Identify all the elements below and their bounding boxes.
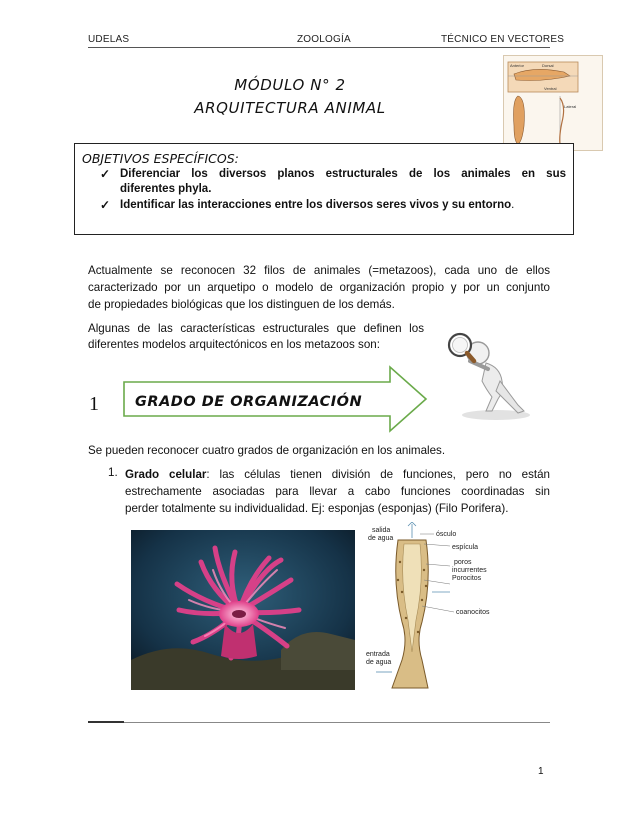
objective-2: Identificar las interacciones entre los diversos seres vivos y su entorno. [120, 199, 515, 211]
sponge-label-salida-2: de agua [368, 535, 394, 542]
paragraph-1-line-2: caracterizado por un arquetipo o modelo de organización propio y por un conjunto [88, 281, 550, 294]
sponge-label-espicula: espícula [452, 544, 479, 551]
section-title: GRADO DE ORGANIZACIÓN [135, 394, 363, 410]
sponge-label-salida-1: salida [372, 527, 391, 534]
thumb-label-lateral: Lateral [564, 104, 577, 109]
thumb-label-dorsal: Dorsal [542, 63, 554, 68]
sponge-label-osculo: ósculo [436, 531, 457, 538]
sponge-label-poros-1: poros [454, 559, 472, 566]
paragraph-1-line-1: Actualmente se reconocen 32 filos de animales (=metazoos), cada uno de ellos [88, 264, 550, 277]
objective-1-line-1: Diferenciar los diversos planos estructurales de los animales en sus [120, 168, 566, 180]
thumb-label-anterior: Anterior [510, 63, 525, 68]
subject-title: ARQUITECTURA ANIMAL [194, 99, 386, 117]
sponge-label-porocitos: Porocitos [452, 575, 482, 582]
footer-rule [88, 722, 550, 723]
sponge-label-entrada-1: entrada [366, 651, 390, 658]
list-item-line-3: perder totalmente su individualidad. Ej: esponjas (esponjas) (Filo Porifera). [125, 502, 509, 515]
footer-rule-accent [88, 721, 124, 723]
list-item-number: 1. [108, 466, 118, 479]
module-title: MÓDULO N° 2 [234, 76, 346, 94]
paragraph-2-line-2: diferentes modelos arquitectónicos en los metazoos son: [88, 338, 380, 351]
paragraph-2-line-1: Algunas de las características estructurales que definen los [88, 322, 424, 335]
header-center: ZOOLOGÍA [297, 34, 351, 45]
sponge-label-poros-2: incurrentes [452, 567, 487, 574]
objectives-heading: OBJETIVOS ESPECÍFICOS: [82, 151, 239, 166]
list-item-line-2: estrechamente asociadas para llevar a cabo funciones coordinadas sin [125, 485, 550, 498]
sponge-label-entrada-2: de agua [366, 659, 392, 666]
paragraph-1-line-3: de propiedades biológicas que los distinguen de los demás. [88, 298, 395, 311]
header-right: TÉCNICO EN VECTORES [441, 34, 565, 45]
paragraph-3: Se pueden reconocer cuatro grados de organización en los animales. [88, 444, 446, 457]
sponge-label-coanocitos: coanocitos [456, 609, 490, 616]
check-icon: ✓ [100, 198, 111, 212]
body-planes-illustration [503, 55, 603, 151]
objective-1-line-2: diferentes phyla. [120, 183, 212, 195]
header-left: UDELAS [88, 34, 130, 45]
check-icon: ✓ [100, 167, 111, 181]
thumb-label-ventral: Ventral [544, 86, 557, 91]
list-item-line-1: Grado celular: las células tienen división de funciones, pero no están [125, 468, 550, 481]
magnifier-figure-illustration [434, 325, 552, 425]
section-number: 1 [89, 393, 99, 415]
page-number: 1 [538, 766, 544, 777]
sponge-anatomy-diagram [362, 522, 552, 692]
sea-anemone-photo [131, 530, 355, 690]
header-rule [88, 47, 550, 48]
